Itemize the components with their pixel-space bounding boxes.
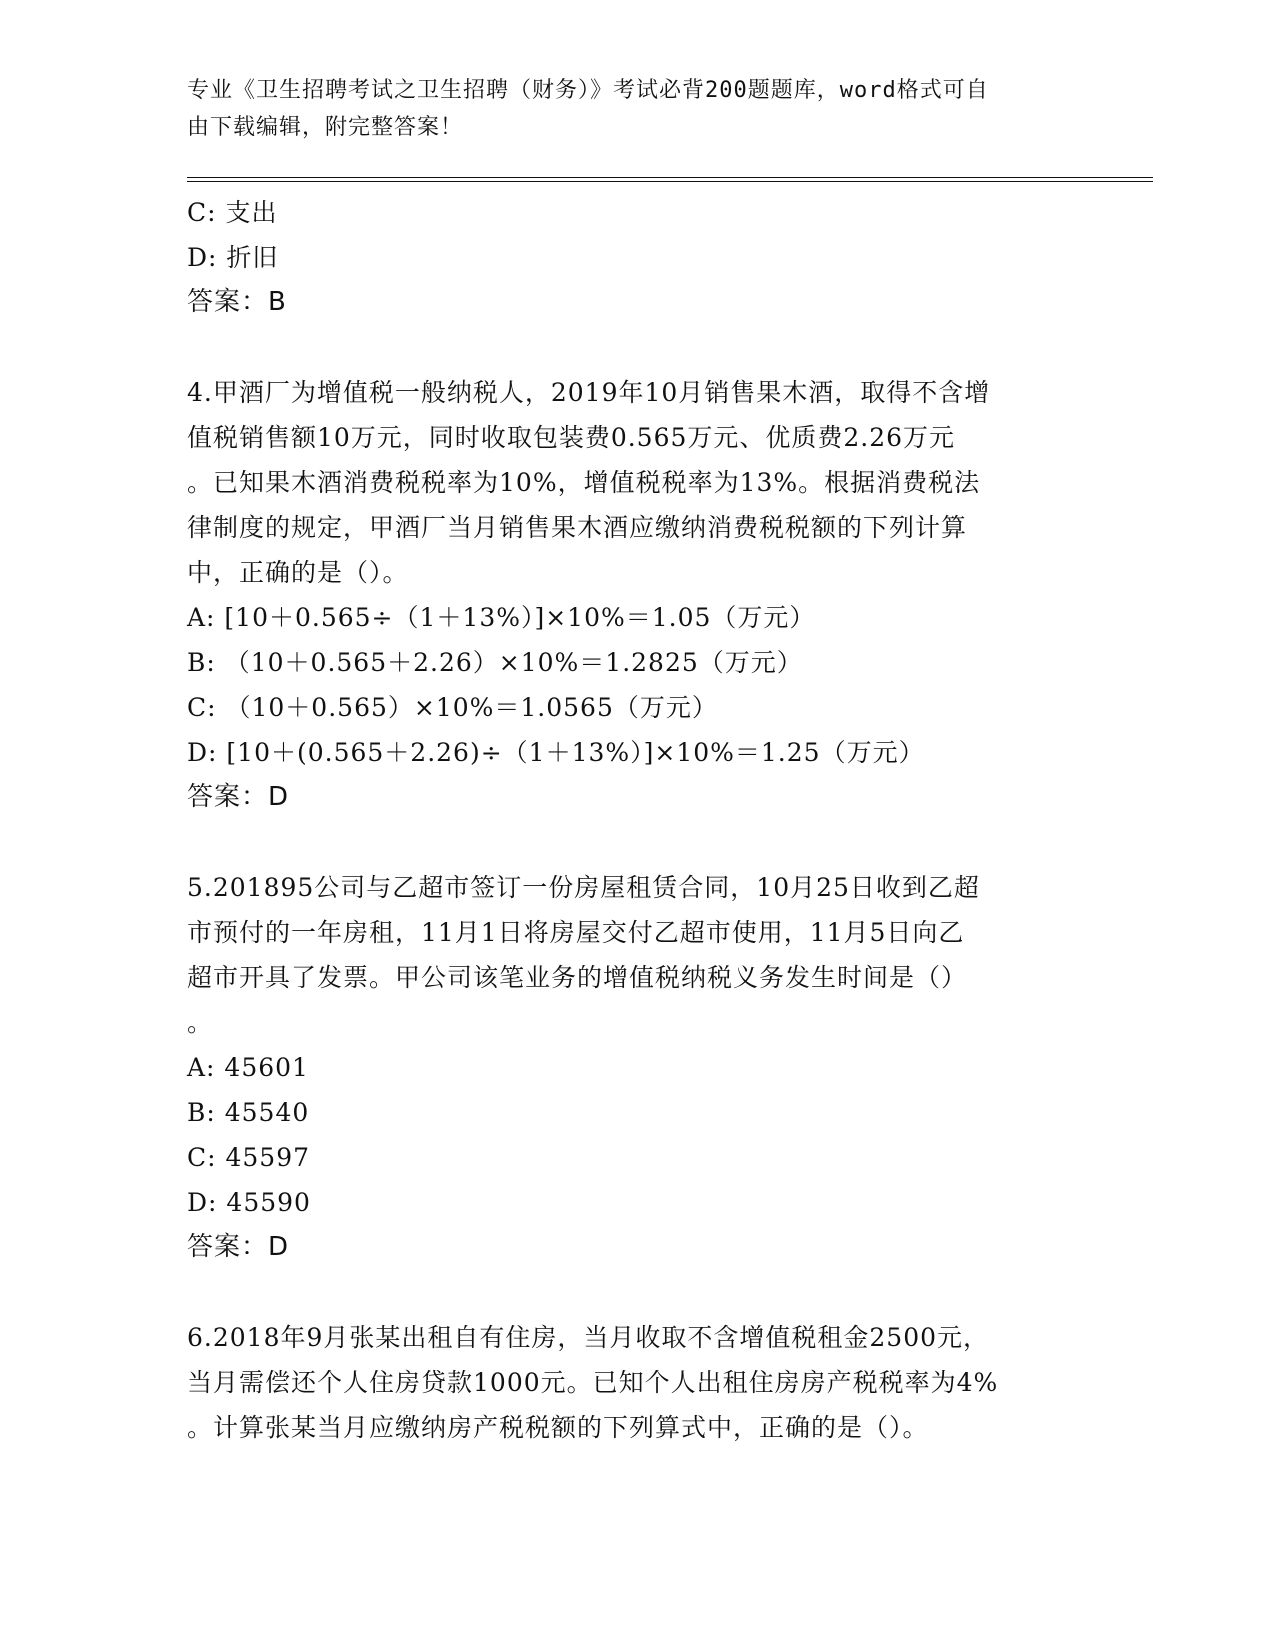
q4-option-c: C: （10＋0.565）×10%＝1.0565（万元）: [187, 693, 718, 722]
header-title-line-2: 由下载编辑，附完整答案！: [187, 115, 464, 140]
q5-stem-line: 5.201895公司与乙超市签订一份房屋租赁合同，10月25日收到乙超: [187, 873, 980, 902]
q3-option-c: C: 支出: [187, 198, 278, 227]
q6-stem-line: 。计算张某当月应缴纳房产税税额的下列算式中，正确的是（）。: [187, 1413, 929, 1442]
q5-option-a: A: 45601: [187, 1053, 309, 1082]
header-title-line-1: 专业《卫生招聘考试之卫生招聘（财务）》考试必背200题题库，word格式可自: [187, 78, 989, 103]
q5-answer: 答案：D: [187, 1232, 290, 1262]
document-body: [187, 190, 1087, 1450]
q4-stem-line: 。已知果木酒消费税税率为10%，增值税税率为13%。根据消费税法: [187, 468, 981, 497]
q5-option-c: C: 45597: [187, 1143, 311, 1172]
q4-answer: 答案：D: [187, 782, 290, 812]
q6-stem-line: 6.2018年9月张某出租自有住房，当月收取不含增值税租金2500元，: [187, 1323, 990, 1352]
q5-option-d: D: 45590: [187, 1188, 311, 1217]
spacer: [187, 820, 1087, 865]
q4-stem-line: 值税销售额10万元，同时收取包装费0.565万元、优质费2.26万元: [187, 423, 956, 452]
question-4: [187, 370, 1087, 820]
q5-option-b: B: 45540: [187, 1098, 310, 1127]
q4-option-d: D: [10＋(0.565＋2.26)÷（1＋13%）]×10%＝1.25（万元）: [187, 738, 925, 767]
spacer: [187, 1270, 1087, 1315]
page-header: [187, 72, 1067, 146]
q4-stem-line: 律制度的规定，甲酒厂当月销售果木酒应缴纳消费税税额的下列计算: [187, 513, 968, 542]
q5-stem-line: 市预付的一年房租，11月1日将房屋交付乙超市使用，11月5日向乙: [187, 918, 965, 947]
question-6: [187, 1315, 1087, 1450]
spacer: [187, 325, 1087, 370]
q5-stem-line: 。: [187, 1008, 214, 1037]
q3-answer: 答案：B: [187, 287, 287, 317]
q5-stem-line: 超市开具了发票。甲公司该笔业务的增值税纳税义务发生时间是（）: [187, 963, 968, 992]
question-3-tail: [187, 190, 1087, 325]
q4-option-b: B: （10＋0.565＋2.26）×10%＝1.2825（万元）: [187, 648, 803, 677]
q4-stem-line: 中，正确的是（）。: [187, 558, 409, 587]
q3-option-d: D: 折旧: [187, 243, 279, 272]
header-divider: [187, 177, 1153, 182]
question-5: [187, 865, 1087, 1270]
q4-option-a: A: [10＋0.565÷（1＋13%）]×10%＝1.05（万元）: [187, 603, 816, 632]
q6-stem-line: 当月需偿还个人住房贷款1000元。已知个人出租住房房产税税率为4%: [187, 1368, 999, 1397]
q4-stem-line: 4.甲酒厂为增值税一般纳税人，2019年10月销售果木酒，取得不含增: [187, 378, 991, 407]
